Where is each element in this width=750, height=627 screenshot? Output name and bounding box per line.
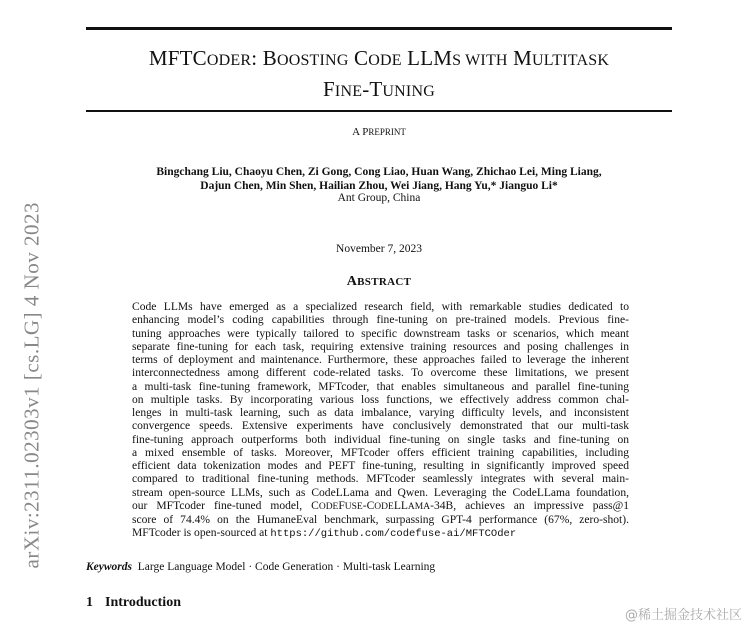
abstract-line: Code LLMs have emerged as a specialized research field, with remarkable studies dedicated to bbox=[132, 301, 629, 313]
publication-date: November 7, 2023 bbox=[336, 243, 422, 255]
abstract-line: tuning approaches were typically tailored to specific downstream tasks or scenarios, which meant bbox=[132, 327, 629, 340]
title-top-rule bbox=[86, 27, 672, 30]
abstract-heading: ABSTRACT bbox=[346, 274, 412, 289]
abstract-line: efficient data tokenization modes and PEFT fine-tuning, resulting in significantly improved speed bbox=[132, 460, 629, 472]
abstract-line: a mixed ensemble of tasks. Moreover, MFTcoder offers efficient training capabilities, including bbox=[132, 446, 629, 459]
abstract-line: terms of deployment and maintenance. Furthermore, these approaches failed to leverage the inherent bbox=[132, 354, 629, 366]
abstract-line: fine-tuning approach outperforms both individual fine-tuning on single tasks and fine-tuning on bbox=[132, 433, 629, 446]
abstract-line: lenges in multi-task learning, such as data imbalance, varying difficulty levels, and inconsistent bbox=[132, 407, 629, 419]
arxiv-stamp: arXiv:2311.02303v1 [cs.LG] 4 Nov 2023 bbox=[19, 201, 44, 569]
keywords bbox=[86, 561, 435, 573]
abstract-line: stream open-source LLMs, such as CodeLLama and Qwen. Leveraging the CodeLLama foundation, bbox=[132, 486, 629, 499]
section-title: Introduction bbox=[105, 595, 181, 610]
author-list: Bingchang Liu, Chaoyu Chen, Zi Gong, Cong Liao, Huan Wang, Zhichao Lei, Ming Liang, Dajun Chen, Min Shen, Hailian Zhou, Wei Jiang, Hang Yu,* Jianguo Li* bbox=[156, 166, 602, 192]
abstract-line: separate fine-tuning for each task, requiring extensive training resources and posing challenges in bbox=[132, 340, 629, 353]
abstract-line: MFTcoder is open-sourced at https://github.com/codefuse-ai/MFTCOder bbox=[132, 527, 517, 541]
section-number: 1 bbox=[86, 595, 93, 610]
preprint-label: A PREPRINT bbox=[352, 126, 406, 138]
affiliation: Ant Group, China bbox=[337, 192, 421, 204]
title-bottom-rule bbox=[86, 110, 672, 112]
abstract-line: score of 74.4% on the HumaneEval benchmark, surpassing GPT-4 performance (67%, zero-shot). bbox=[132, 514, 629, 526]
keywords-text: Large Language Model · Code Generation · Multi-task Learning bbox=[137, 561, 436, 573]
abstract-body bbox=[132, 301, 629, 542]
paper-title: MFTCODER: BOOSTING CODE LLMS WITH MULTITASK FINE-TUNING bbox=[148, 46, 610, 101]
abstract-line: compared to traditional fine-tuning methods. MFTcoder seamlessly integrates with several main- bbox=[132, 473, 629, 486]
abstract-line: convergence speeds. Extensive experiments have conclusively demonstrated that our multi-task bbox=[132, 420, 629, 433]
section-heading-introduction bbox=[86, 595, 181, 611]
abstract-line: a multi-task fine-tuning framework, MFTcoder, that enables simultaneous and parallel fine-tuning bbox=[132, 380, 629, 393]
abstract-line: our MFTcoder fine-tuned model, CODEFUSE-CODELLAMA-34B, achieves an impressive pass@1 bbox=[132, 499, 629, 512]
keywords-label: Keywords bbox=[86, 561, 132, 573]
abstract-line: interconnectedness among different code-related tasks. To overcome these limitations, we present bbox=[132, 367, 629, 380]
abstract-line: on multiple tasks. By incorporating various loss functions, we effectively address common chal- bbox=[132, 393, 629, 406]
repo-link[interactable]: https://github.com/codefuse-ai/MFTCOder bbox=[270, 528, 517, 541]
abstract-line: enhancing model’s coding capabilities through fine-tuning on pre-trained models. Previous fine- bbox=[132, 314, 629, 327]
watermark: @稀土掘金技术社区 bbox=[624, 608, 742, 623]
